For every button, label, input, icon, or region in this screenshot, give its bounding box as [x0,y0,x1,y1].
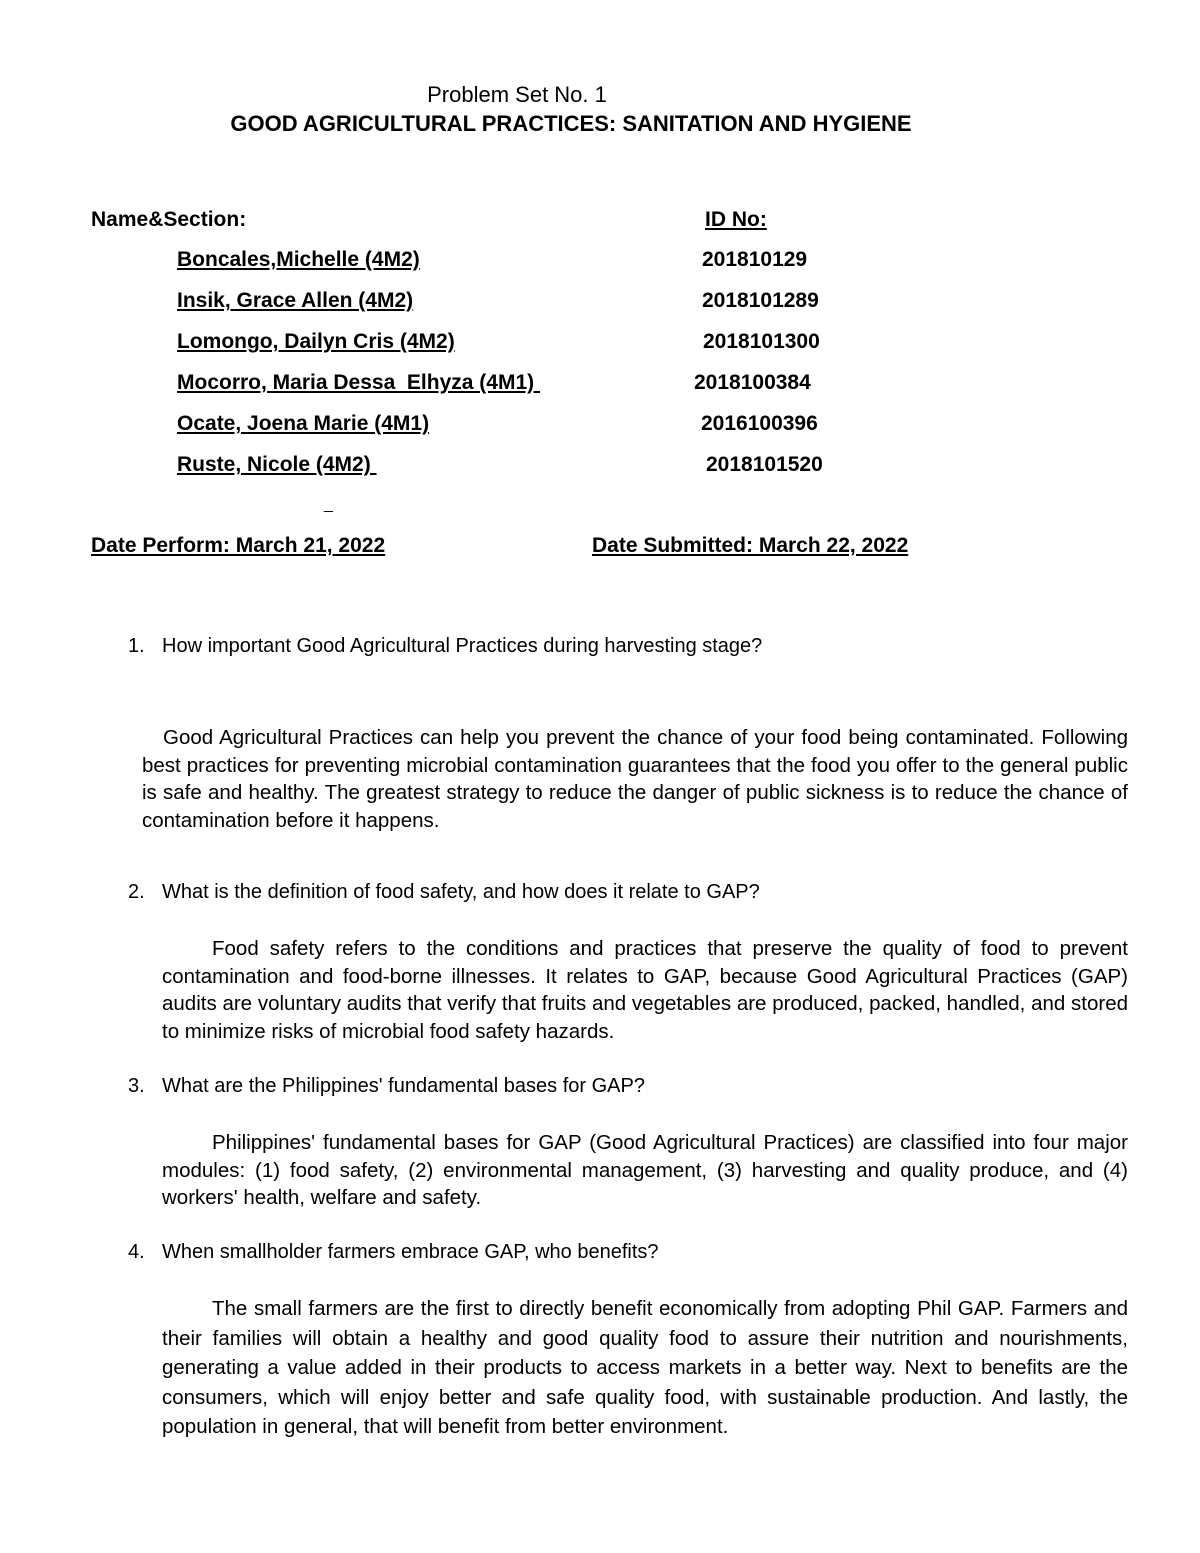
answer-paragraph: Good Agricultural Practices can help you prevent the chance of your food being contaminated. Following best practices for preventing microbial contamination guarantees that the food you offer to the general public is safe and healthy. The greatest strategy to reduce the danger of public sickness is to reduce the chance of contamination before it happens. [142,726,1128,832]
question-number: 2. [128,881,145,903]
stray-mark: _ [324,496,333,513]
question-number: 4. [128,1241,145,1263]
question-text: When smallholder farmers embrace GAP, who benefits? [162,1241,659,1263]
member-name: Lomongo, Dailyn Cris (4M2) [177,330,455,353]
question-text: What are the Philippines' fundamental bases for GAP? [162,1075,645,1097]
answer-paragraph: Philippines' fundamental bases for GAP (Good Agricultural Practices) are classified into four major modules: (1) food safety, (2) environmental management, (3) harvesting and quality produce, and (4) workers' health, welfare and safety. [162,1131,1128,1209]
question-text: How important Good Agricultural Practices during harvesting stage? [162,635,763,657]
member-id: 2016100396 [701,412,818,435]
member-name: Boncales,Michelle (4M2) [177,248,420,271]
member-id: 2018101520 [706,453,823,476]
question-number: 3. [128,1075,145,1097]
name-section-label: Name&Section: [91,208,247,231]
id-label: ID No: [705,208,767,231]
date-submitted: Date Submitted: March 22, 2022 [592,534,909,557]
member-id: 2018100384 [694,371,811,394]
answer-paragraph: Food safety refers to the conditions and practices that preserve the quality of food to prevent contamination and food-borne illnesses. It relates to GAP, because Good Agricultural Practices (GAP) audits are voluntary audits that verify that fruits and vegetables are produced, packed, handled, and stored to minimize risks of microbial food safety hazards. [162,937,1128,1043]
question-text: What is the definition of food safety, and how does it relate to GAP? [162,881,760,903]
problem-set-subtitle: Problem Set No. 1 [427,82,607,107]
document-title: GOOD AGRICULTURAL PRACTICES: SANITATION AND HYGIENE [230,111,912,136]
question-number: 1. [128,635,145,657]
member-name: Ocate, Joena Marie (4M1) [177,412,430,435]
member-name: Ruste, Nicole (4M2) [177,453,377,476]
member-id: 201810129 [702,248,808,271]
date-performed: Date Perform: March 21, 2022 [91,534,386,557]
member-name: Mocorro, Maria Dessa Elhyza (4M1) [177,371,540,394]
member-name: Insik, Grace Allen (4M2) [177,289,414,312]
member-id: 2018101289 [702,289,819,312]
answer-paragraph: The small farmers are the first to directly benefit economically from adopting Phil GAP. Farmers and their families will obtain a healthy and good quality food to assure their nutrition and nourishments, generating a value added in their products to access markets in a better way. Next to benefits are the consumers, which will enjoy better and safe quality food, with sustainable production. And lastly, the population in general, that will benefit from better environment. [162,1297,1128,1438]
member-id: 2018101300 [703,330,820,353]
